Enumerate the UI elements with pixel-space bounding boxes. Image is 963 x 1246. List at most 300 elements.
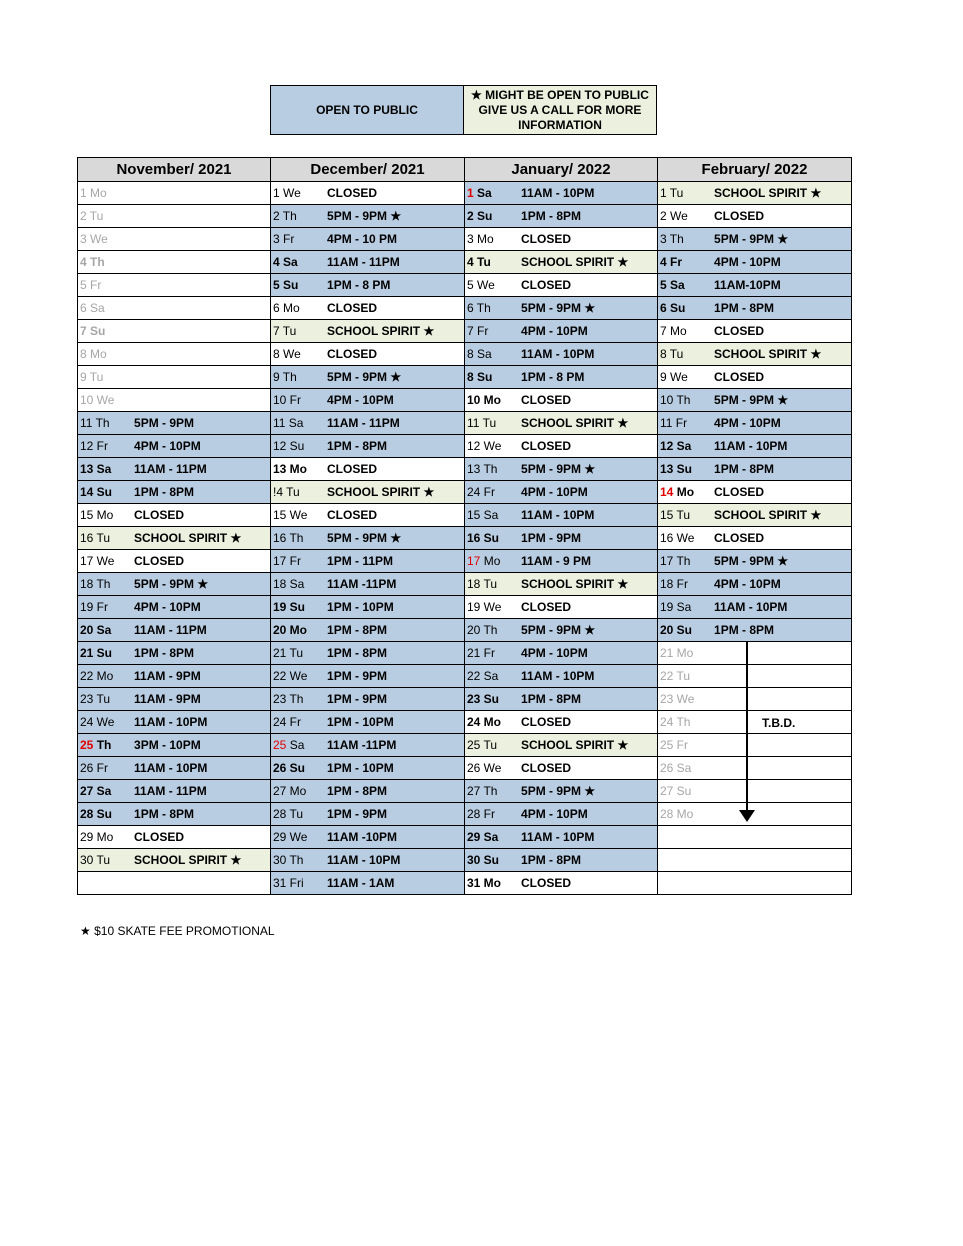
day-cell: [271, 228, 465, 251]
hours-label: SCHOOL SPIRIT ★: [327, 324, 435, 338]
day-cell: [658, 481, 852, 504]
day-label: 4 Tu: [467, 255, 491, 269]
calendar-row: [78, 435, 852, 458]
hours-label: 4PM - 10 PM: [327, 232, 398, 246]
day-label: 23 Su: [467, 692, 500, 706]
day-label: 12 Fr: [80, 439, 109, 453]
day-cell: [658, 527, 852, 550]
calendar-row: [78, 412, 852, 435]
hours-label: 11AM - 10PM: [714, 439, 788, 453]
day-cell: [465, 274, 658, 297]
day-cell: [78, 481, 271, 504]
hours-label: 4PM - 10PM: [714, 416, 781, 430]
hours-label: SCHOOL SPIRIT ★: [521, 577, 629, 591]
day-label: 28 Su: [80, 807, 113, 821]
day-label: 25 Th: [80, 738, 112, 752]
day-cell: [271, 527, 465, 550]
calendar-row: [78, 665, 852, 688]
hours-label: 11AM - 10PM: [521, 830, 595, 844]
day-label: 29 Sa: [467, 830, 499, 844]
calendar-row: [78, 297, 852, 320]
day-cell: [271, 780, 465, 803]
day-cell: [465, 297, 658, 320]
hours-label: 11AM - 1AM: [327, 876, 395, 890]
calendar-row: [78, 343, 852, 366]
day-cell: [78, 849, 271, 872]
day-cell: [271, 803, 465, 826]
day-label: 30 Th: [273, 853, 304, 867]
day-label: 19 Fr: [80, 600, 109, 614]
calendar-row: [78, 734, 852, 757]
calendar-row: [78, 872, 852, 895]
hours-label: 4PM - 10PM: [714, 255, 781, 269]
day-cell: [658, 665, 852, 688]
day-label: 6 Th: [467, 301, 491, 315]
day-cell: [271, 573, 465, 596]
day-cell: [271, 481, 465, 504]
day-cell: [465, 642, 658, 665]
day-cell: [658, 458, 852, 481]
day-cell: [658, 688, 852, 711]
legend-might-line-1: ★ MIGHT BE OPEN TO PUBLIC: [471, 87, 649, 102]
hours-label: 1PM - 8 PM: [327, 278, 391, 292]
calendar-row: [78, 504, 852, 527]
hours-label: 1PM - 8PM: [327, 623, 388, 637]
day-cell: [78, 297, 271, 320]
month-header-row: [78, 158, 852, 182]
hours-label: 11AM - 9PM: [134, 669, 201, 683]
day-label: 4 Th: [80, 255, 105, 269]
day-cell: [271, 504, 465, 527]
day-label: !4 Tu: [273, 485, 300, 499]
day-cell: [465, 435, 658, 458]
hours-label: 11AM - 9PM: [134, 692, 201, 706]
day-label: 1 Sa: [467, 186, 492, 200]
day-label: 11 Fr: [660, 416, 688, 430]
hours-label: 1PM - 11PM: [327, 554, 394, 568]
day-cell: [658, 826, 852, 849]
day-label: 7 Tu: [273, 324, 297, 338]
hours-label: 1PM - 9PM: [327, 692, 388, 706]
hours-label: CLOSED: [134, 830, 185, 844]
calendar-row: [78, 320, 852, 343]
calendar-row: [78, 780, 852, 803]
hours-label: CLOSED: [521, 876, 572, 890]
day-label: 30 Su: [467, 853, 500, 867]
day-label: 6 Mo: [273, 301, 300, 315]
day-cell: [658, 780, 852, 803]
day-label: 14 Mo: [660, 485, 695, 499]
day-label: 22 Tu: [660, 669, 691, 683]
day-cell: [78, 688, 271, 711]
hours-label: 1PM - 8PM: [714, 462, 775, 476]
day-cell: [271, 826, 465, 849]
calendar-row: [78, 642, 852, 665]
hours-label: 4PM - 10PM: [134, 439, 201, 453]
hours-label: CLOSED: [327, 186, 378, 200]
hours-label: 5PM - 9PM ★: [714, 554, 789, 568]
day-cell: [465, 619, 658, 642]
hours-label: 1PM - 9PM: [327, 807, 388, 821]
day-cell: [465, 550, 658, 573]
day-label: 17 Mo: [467, 554, 501, 568]
calendar-row: [78, 711, 852, 734]
day-cell: [78, 872, 271, 895]
day-cell: [658, 872, 852, 895]
day-cell: [465, 688, 658, 711]
hours-label: 11AM - 10PM: [714, 600, 788, 614]
day-label: 20 Su: [660, 623, 693, 637]
hours-label: 1PM - 9PM: [327, 669, 388, 683]
day-label: 30 Tu: [80, 853, 111, 867]
calendar-row: [78, 550, 852, 573]
day-label: 27 Mo: [273, 784, 307, 798]
hours-label: 1PM - 10PM: [327, 600, 394, 614]
legend-might-be-open: [464, 86, 656, 134]
calendar-row: [78, 366, 852, 389]
hours-label: 4PM - 10PM: [134, 600, 201, 614]
legend-open-label: OPEN TO PUBLIC: [316, 102, 418, 117]
calendar-row: [78, 826, 852, 849]
hours-label: 11AM - 11PM: [327, 416, 400, 430]
day-cell: [658, 251, 852, 274]
day-label: 2 We: [660, 209, 688, 223]
day-label: 25 Tu: [467, 738, 498, 752]
day-label: 27 Su: [660, 784, 692, 798]
day-label: 19 Su: [273, 600, 306, 614]
day-cell: [271, 320, 465, 343]
hours-label: SCHOOL SPIRIT ★: [134, 853, 242, 867]
tbd-arrow-head: [739, 810, 755, 822]
day-cell: [78, 711, 271, 734]
day-cell: [658, 619, 852, 642]
day-label: 9 Tu: [80, 370, 104, 384]
day-label: 8 Tu: [660, 347, 684, 361]
day-label: 20 Th: [467, 623, 498, 637]
day-cell: [465, 596, 658, 619]
day-cell: [658, 734, 852, 757]
hours-label: CLOSED: [521, 715, 572, 729]
day-cell: [271, 435, 465, 458]
hours-label: 4PM - 10PM: [521, 324, 588, 338]
day-cell: [658, 550, 852, 573]
day-cell: [78, 573, 271, 596]
day-label: 10 Mo: [467, 393, 502, 407]
footnote: ★ $10 SKATE FEE PROMOTIONAL: [80, 924, 275, 938]
day-cell: [465, 573, 658, 596]
day-cell: [465, 228, 658, 251]
hours-label: 11AM -11PM: [327, 577, 397, 591]
hours-label: 11AM - 10PM: [134, 715, 208, 729]
day-cell: [78, 619, 271, 642]
hours-label: SCHOOL SPIRIT ★: [134, 531, 242, 545]
hours-label: 1PM - 8PM: [521, 853, 582, 867]
hours-label: CLOSED: [714, 209, 765, 223]
day-label: 26 Su: [273, 761, 306, 775]
day-label: 4 Sa: [273, 255, 298, 269]
day-cell: [658, 274, 852, 297]
day-cell: [78, 274, 271, 297]
hours-label: 1PM - 8PM: [714, 623, 775, 637]
tbd-arrow-line: [746, 642, 748, 812]
day-cell: [658, 596, 852, 619]
day-label: 31 Mo: [467, 876, 502, 890]
hours-label: 1PM - 8PM: [327, 784, 388, 798]
hours-label: 5PM - 9PM: [134, 416, 195, 430]
day-label: 16 We: [660, 531, 695, 545]
day-label: 2 Th: [273, 209, 297, 223]
day-cell: [271, 389, 465, 412]
day-cell: [78, 757, 271, 780]
hours-label: 11AM - 10PM: [521, 186, 595, 200]
day-cell: [78, 251, 271, 274]
hours-label: CLOSED: [134, 508, 185, 522]
day-label: 2 Su: [467, 209, 493, 223]
day-cell: [465, 343, 658, 366]
hours-label: CLOSED: [134, 554, 185, 568]
day-cell: [271, 343, 465, 366]
day-label: 10 Th: [660, 393, 691, 407]
day-label: 4 Fr: [660, 255, 683, 269]
hours-label: 1PM - 8PM: [327, 646, 388, 660]
day-label: 31 Fri: [273, 876, 304, 890]
day-cell: [658, 182, 852, 205]
day-label: 24 Fr: [467, 485, 496, 499]
hours-label: CLOSED: [521, 393, 572, 407]
hours-label: 5PM - 9PM ★: [714, 232, 789, 246]
hours-label: 11AM - 10PM: [521, 508, 595, 522]
day-label: 3 Th: [660, 232, 684, 246]
calendar-row: [78, 757, 852, 780]
day-cell: [271, 757, 465, 780]
day-label: 25 Sa: [273, 738, 305, 752]
hours-label: 5PM - 9PM ★: [521, 301, 596, 315]
hours-label: 1PM - 10PM: [327, 715, 394, 729]
calendar-row: [78, 688, 852, 711]
day-cell: [658, 205, 852, 228]
day-label: 14 Su: [80, 485, 113, 499]
day-label: 24 We: [80, 715, 115, 729]
day-cell: [78, 665, 271, 688]
day-cell: [271, 550, 465, 573]
hours-label: 1PM - 8PM: [521, 209, 582, 223]
hours-label: CLOSED: [327, 462, 378, 476]
day-label: 1 Mo: [80, 186, 107, 200]
calendar-row: [78, 389, 852, 412]
hours-label: 1PM - 8PM: [521, 692, 582, 706]
hours-label: 1PM - 8 PM: [521, 370, 585, 384]
calendar-row: [78, 803, 852, 826]
day-label: 8 We: [273, 347, 301, 361]
day-label: 12 Sa: [660, 439, 692, 453]
calendar-row: [78, 596, 852, 619]
day-cell: [658, 573, 852, 596]
hours-label: 4PM - 10PM: [714, 577, 781, 591]
day-label: 21 Fr: [467, 646, 496, 660]
day-cell: [78, 734, 271, 757]
day-cell: [465, 481, 658, 504]
hours-label: 4PM - 10PM: [521, 646, 588, 660]
day-label: 7 Fr: [467, 324, 489, 338]
hours-label: 11AM - 10PM: [327, 853, 401, 867]
day-label: 10 Fr: [273, 393, 302, 407]
day-cell: [658, 849, 852, 872]
day-cell: [78, 389, 271, 412]
day-cell: [271, 412, 465, 435]
calendar-table: [77, 157, 852, 895]
day-cell: [465, 320, 658, 343]
day-cell: [271, 665, 465, 688]
hours-label: CLOSED: [521, 232, 572, 246]
day-label: 26 Sa: [660, 761, 692, 775]
day-label: 1 We: [273, 186, 301, 200]
day-label: 19 Sa: [660, 600, 692, 614]
day-label: 23 We: [660, 692, 695, 706]
day-label: 24 Fr: [273, 715, 302, 729]
day-cell: [465, 182, 658, 205]
day-cell: [78, 228, 271, 251]
day-label: 11 Tu: [467, 416, 497, 430]
day-cell: [271, 688, 465, 711]
day-label: 6 Su: [660, 301, 686, 315]
day-cell: [271, 366, 465, 389]
day-cell: [465, 711, 658, 734]
day-label: 13 Su: [660, 462, 693, 476]
calendar-row: [78, 205, 852, 228]
day-label: 22 Mo: [80, 669, 114, 683]
day-cell: [465, 458, 658, 481]
day-cell: [78, 780, 271, 803]
legend-might-line-2: GIVE US A CALL FOR MORE: [478, 102, 642, 117]
day-cell: [465, 734, 658, 757]
calendar-row: [78, 251, 852, 274]
day-cell: [78, 320, 271, 343]
hours-label: 3PM - 10PM: [134, 738, 201, 752]
calendar-row: [78, 274, 852, 297]
hours-label: 4PM - 10PM: [521, 807, 588, 821]
day-label: 11 Sa: [273, 416, 304, 430]
day-label: 17 Th: [660, 554, 691, 568]
day-label: 9 We: [660, 370, 688, 384]
day-label: 7 Su: [80, 324, 106, 338]
day-label: 28 Tu: [273, 807, 304, 821]
day-label: 5 Sa: [660, 278, 685, 292]
day-cell: [658, 757, 852, 780]
hours-label: 5PM - 9PM ★: [134, 577, 209, 591]
day-cell: [465, 757, 658, 780]
day-cell: [658, 504, 852, 527]
day-cell: [658, 435, 852, 458]
hours-label: 5PM - 9PM ★: [521, 784, 596, 798]
day-label: 3 Mo: [467, 232, 494, 246]
day-cell: [465, 665, 658, 688]
hours-label: 11AM - 10PM: [521, 347, 595, 361]
month-title-january: January/ 2022: [465, 158, 658, 182]
day-cell: [465, 205, 658, 228]
day-label: 15 We: [273, 508, 308, 522]
hours-label: CLOSED: [521, 439, 572, 453]
day-cell: [465, 366, 658, 389]
day-label: 18 Tu: [467, 577, 498, 591]
day-label: 18 Fr: [660, 577, 689, 591]
day-cell: [465, 389, 658, 412]
day-cell: [78, 504, 271, 527]
day-label: 12 We: [467, 439, 502, 453]
day-cell: [78, 182, 271, 205]
day-label: 24 Mo: [467, 715, 502, 729]
day-label: 12 Su: [273, 439, 305, 453]
calendar-body: [78, 182, 852, 895]
hours-label: CLOSED: [521, 278, 572, 292]
hours-label: 1PM - 8PM: [134, 646, 195, 660]
day-cell: [658, 642, 852, 665]
day-label: 28 Fr: [467, 807, 496, 821]
day-label: 8 Mo: [80, 347, 107, 361]
calendar-row: [78, 228, 852, 251]
hours-label: CLOSED: [521, 761, 572, 775]
day-cell: [78, 435, 271, 458]
legend-might-line-3: INFORMATION: [518, 117, 602, 132]
day-cell: [465, 504, 658, 527]
hours-label: 11AM - 9 PM: [521, 554, 592, 568]
day-label: 23 Th: [273, 692, 304, 706]
day-cell: [658, 320, 852, 343]
hours-label: 1PM - 9PM: [521, 531, 582, 545]
day-label: 23 Tu: [80, 692, 111, 706]
day-cell: [78, 826, 271, 849]
hours-label: SCHOOL SPIRIT ★: [521, 416, 629, 430]
calendar-row: [78, 619, 852, 642]
hours-label: 5PM - 9PM ★: [327, 531, 402, 545]
hours-label: 5PM - 9PM ★: [714, 393, 789, 407]
calendar-row: [78, 458, 852, 481]
hours-label: 5PM - 9PM ★: [521, 462, 596, 476]
day-label: 9 Th: [273, 370, 297, 384]
hours-label: SCHOOL SPIRIT ★: [714, 508, 822, 522]
day-label: 7 Mo: [660, 324, 687, 338]
day-label: 5 Su: [273, 278, 299, 292]
calendar-row: [78, 573, 852, 596]
day-cell: [658, 389, 852, 412]
hours-label: 11AM - 11PM: [327, 255, 400, 269]
tbd-label: T.B.D.: [762, 716, 796, 730]
day-cell: [465, 872, 658, 895]
day-cell: [271, 251, 465, 274]
day-cell: [465, 412, 658, 435]
hours-label: 4PM - 10PM: [521, 485, 588, 499]
day-cell: [78, 366, 271, 389]
day-label: 21 Mo: [660, 646, 694, 660]
legend-open-to-public: [271, 86, 464, 134]
hours-label: 1PM - 8PM: [134, 485, 195, 499]
day-label: 29 We: [273, 830, 308, 844]
day-label: 13 Th: [467, 462, 498, 476]
day-label: 28 Mo: [660, 807, 694, 821]
hours-label: 11AM - 10PM: [521, 669, 595, 683]
day-cell: [658, 366, 852, 389]
hours-label: 11AM - 11PM: [134, 784, 207, 798]
day-label: 18 Sa: [273, 577, 305, 591]
hours-label: SCHOOL SPIRIT ★: [521, 255, 629, 269]
day-label: 22 We: [273, 669, 308, 683]
day-label: 3 Fr: [273, 232, 295, 246]
hours-label: 5PM - 9PM ★: [327, 209, 402, 223]
day-cell: [78, 205, 271, 228]
legend: [270, 85, 657, 135]
hours-label: CLOSED: [714, 370, 765, 384]
day-label: 8 Su: [467, 370, 493, 384]
day-cell: [78, 642, 271, 665]
